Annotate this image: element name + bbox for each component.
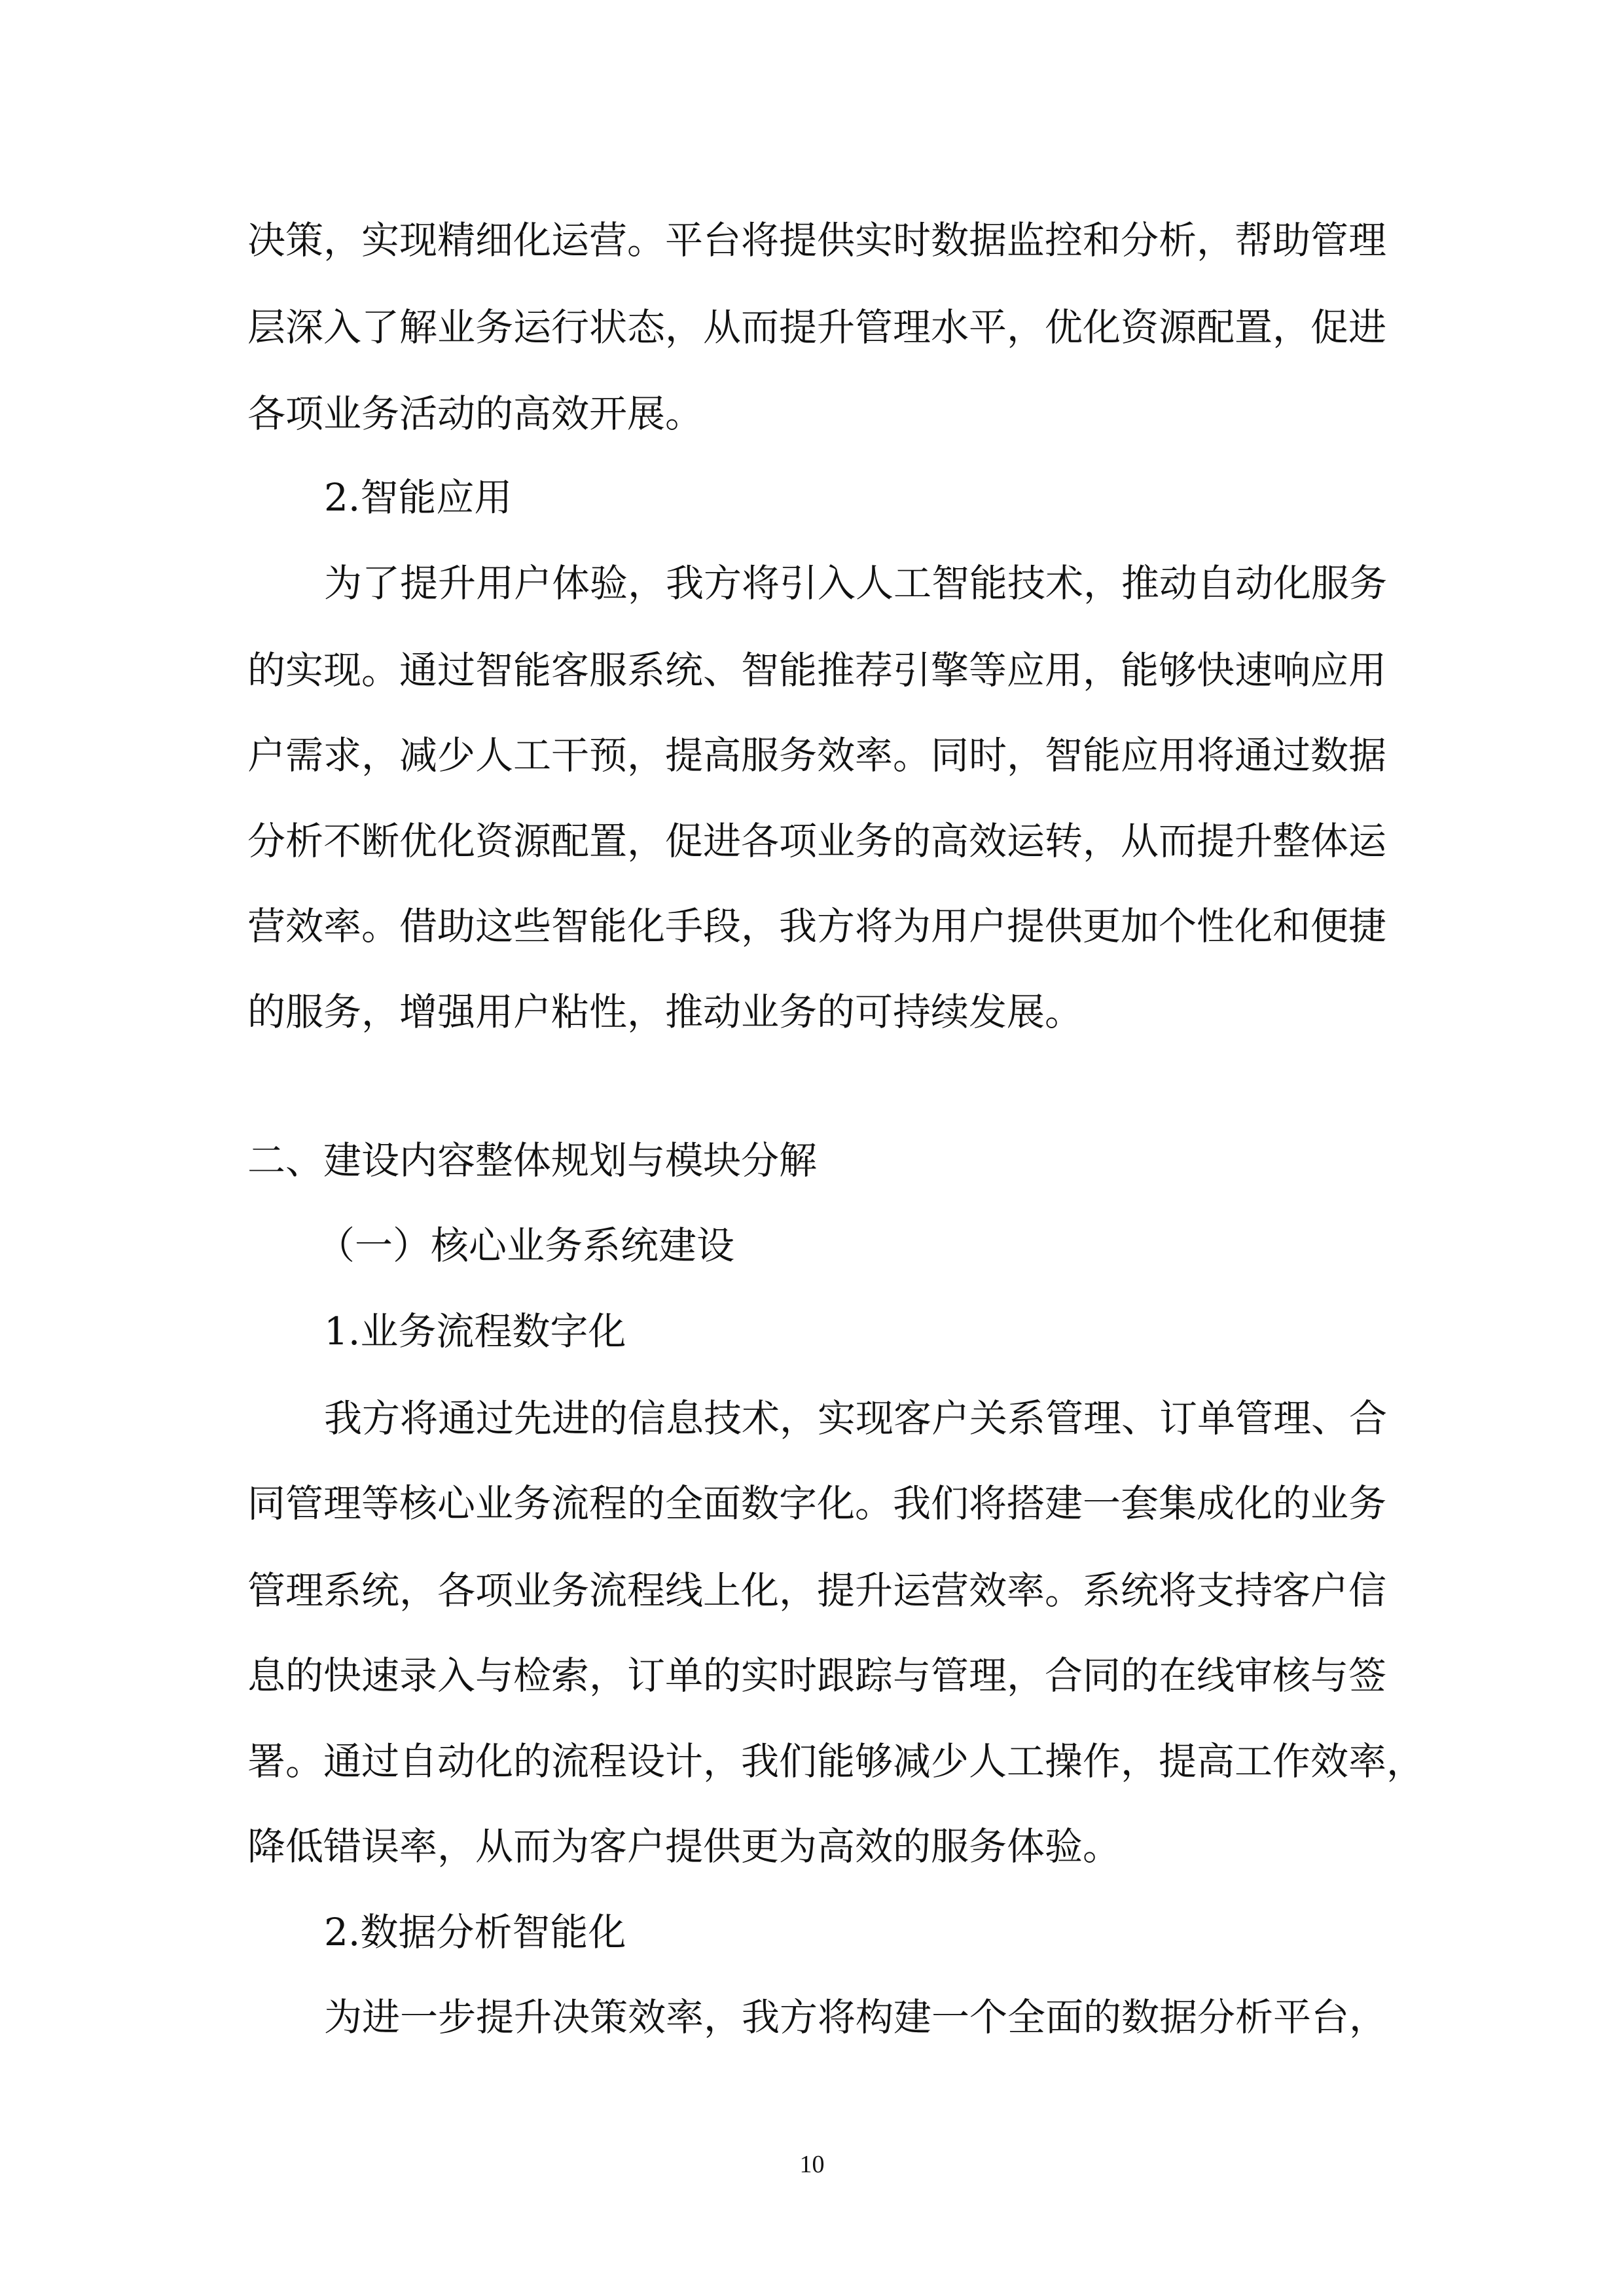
body-text-line: 为进一步提升决策效率，我方将构建一个全面的数据分析平台， bbox=[324, 1995, 1388, 2039]
body-text-line: 的实现。通过智能客服系统、智能推荐引擎等应用，能够快速响应用 bbox=[247, 648, 1387, 692]
subsection-heading: 2.智能应用 bbox=[324, 475, 513, 520]
body-text-line: 层深入了解业务运行状态，从而提升管理水平，优化资源配置，促进 bbox=[247, 305, 1387, 350]
section-heading: 二、建设内容整体规划与模块分解 bbox=[247, 1138, 818, 1183]
body-text-line: 降低错误率，从而为客户提供更为高效的服务体验。 bbox=[247, 1824, 1121, 1869]
subsection-heading: 1.业务流程数字化 bbox=[324, 1309, 626, 1354]
body-text-line: 营效率。借助这些智能化手段，我方将为用户提供更加个性化和便捷 bbox=[247, 904, 1387, 948]
body-text-line: 的服务，增强用户粘性，推动业务的可持续发展。 bbox=[247, 990, 1083, 1034]
body-text-line: 分析不断优化资源配置，促进各项业务的高效运转，从而提升整体运 bbox=[247, 819, 1387, 863]
body-text-line: 息的快速录入与检索，订单的实时跟踪与管理，合同的在线审核与签 bbox=[247, 1653, 1387, 1698]
body-text-line: 署。通过自动化的流程设计，我们能够减少人工操作，提高工作效率， bbox=[247, 1739, 1425, 1784]
body-text-line: 决策，实现精细化运营。平台将提供实时数据监控和分析，帮助管理 bbox=[247, 218, 1387, 262]
body-text-line: 户需求，减少人工干预，提高服务效率。同时，智能应用将通过数据 bbox=[247, 733, 1387, 778]
subsection-heading: （一）核心业务系统建设 bbox=[317, 1223, 735, 1268]
body-text-line: 我方将通过先进的信息技术，实现客户关系管理、订单管理、合 bbox=[324, 1396, 1388, 1441]
body-text-line: 为了提升用户体验，我方将引入人工智能技术，推动自动化服务 bbox=[324, 561, 1388, 605]
subsection-heading: 2.数据分析智能化 bbox=[324, 1910, 626, 1954]
body-text-line: 管理系统，各项业务流程线上化，提升运营效率。系统将支持客户信 bbox=[247, 1568, 1387, 1613]
page-number: 10 bbox=[799, 2151, 825, 2178]
body-text-line: 同管理等核心业务流程的全面数字化。我们将搭建一套集成化的业务 bbox=[247, 1481, 1387, 1526]
body-text-line: 各项业务活动的高效开展。 bbox=[247, 391, 704, 436]
